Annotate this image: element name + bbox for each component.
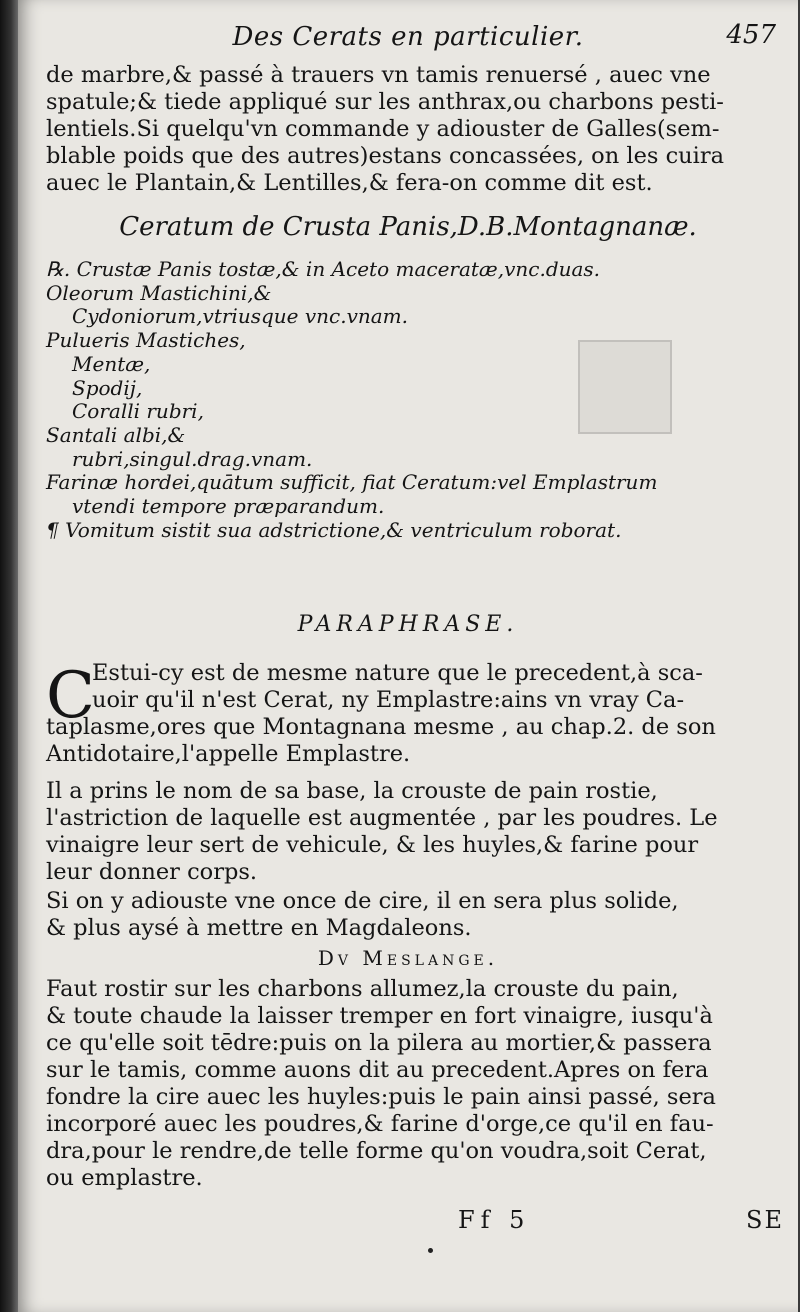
recipe-line: Pulueris Mastiches, bbox=[46, 328, 246, 353]
text-line: Faut rostir sur les charbons allumez,la crouste du pain, bbox=[46, 976, 679, 1002]
ink-dot bbox=[428, 1248, 433, 1253]
recipe-line: ℞. Crustæ Panis tostæ,& in Aceto maceratæ,vnc.duas. bbox=[46, 257, 601, 281]
recipe-line: Coralli rubri, bbox=[72, 399, 204, 424]
text-line: ce qu'elle soit tēdre:puis on la pilera au mortier,& passera bbox=[46, 1030, 712, 1056]
recipe-line: Farinæ hordei,quātum sufficit, fiat Ceratum:vel Emplastrum bbox=[46, 470, 658, 495]
paraphrase-paragraph-2 bbox=[46, 778, 786, 886]
text-line: taplasme,ores que Montagnana mesme , au chap.2. de son bbox=[46, 714, 716, 740]
page-footer bbox=[18, 1206, 798, 1242]
drop-cap: C bbox=[46, 659, 95, 733]
recipe-line: Oleorum Mastichini,& bbox=[46, 280, 272, 305]
recipe-line: vtendi tempore præparandum. bbox=[72, 494, 385, 519]
recipe-list bbox=[46, 258, 786, 542]
text-line: incorporé auec les poudres,& farine d'orge,ce qu'il en fau- bbox=[46, 1111, 714, 1137]
text-line: de marbre,& passé à trauers vn tamis renuersé , auec vne bbox=[46, 62, 711, 88]
text-line: dra,pour le rendre,de telle forme qu'on voudra,soit Cerat, bbox=[46, 1138, 707, 1164]
preceding-paragraph bbox=[46, 62, 786, 197]
recipe-title: Ceratum de Crusta Panis,D.B.Montagnanæ. bbox=[119, 212, 697, 242]
text-line: l'astriction de laquelle est augmentée , par les poudres. Le bbox=[46, 805, 718, 831]
text-line: leur donner corps. bbox=[46, 859, 258, 885]
text-line: Il a prins le nom de sa base, la crouste de pain rostie, bbox=[46, 778, 658, 804]
text-line: & plus aysé à mettre en Magdaleons. bbox=[46, 915, 472, 941]
signature-mark: Ff 5 bbox=[458, 1206, 531, 1234]
text-line: Antidotaire,l'appelle Emplastre. bbox=[46, 741, 411, 767]
recipe-line: Cydoniorum,vtriusque vnc.vnam. bbox=[72, 304, 409, 329]
paraphrase-heading: PARAPHRASE. bbox=[297, 612, 519, 637]
text-line: blable poids que des autres)estans concassées, on les cuira bbox=[46, 143, 725, 169]
text-line: ou emplastre. bbox=[46, 1165, 203, 1191]
recipe-line: Mentæ, bbox=[72, 351, 151, 376]
text-line: sur le tamis, comme auons dit au precedent.Apres on fera bbox=[46, 1057, 709, 1083]
text-line: auec le Plantain,& Lentilles,& fera-on comme dit est. bbox=[46, 170, 653, 196]
paraphrase-paragraph-3 bbox=[46, 888, 786, 942]
recipe-line: rubri,singul.drag.vnam. bbox=[72, 446, 313, 471]
text-line: & toute chaude la laisser tremper en fort vinaigre, iusqu'à bbox=[46, 1003, 713, 1029]
text-line: spatule;& tiede appliqué sur les anthrax,ou charbons pesti- bbox=[46, 89, 724, 115]
text-line: fondre la cire auec les huyles:puis le pain ainsi passé, sera bbox=[46, 1084, 716, 1110]
melange-heading: Dv Meslange. bbox=[317, 946, 499, 970]
page-number: 457 bbox=[726, 20, 776, 50]
page-header bbox=[18, 20, 798, 54]
book-gutter bbox=[0, 0, 18, 1312]
recipe-line: Santali albi,& bbox=[46, 422, 186, 447]
paraphrase-paragraph bbox=[46, 660, 786, 768]
text-line: uoir qu'il n'est Cerat, ny Emplastre:ains vn vray Ca- bbox=[92, 687, 685, 713]
text-line: Estui-cy est de mesme nature que le precedent,à sca- bbox=[92, 660, 703, 686]
recipe-line: Spodij, bbox=[72, 375, 143, 400]
recipe-line: ¶ Vomitum sistit sua adstrictione,& ventriculum roborat. bbox=[46, 517, 622, 542]
catchword: SE bbox=[746, 1206, 784, 1234]
book-page bbox=[18, 0, 798, 1312]
running-head: Des Cerats en particulier. bbox=[232, 22, 584, 52]
text-line: lentiels.Si quelqu'vn commande y adiouster de Galles(sem- bbox=[46, 116, 720, 142]
melange-paragraph bbox=[46, 976, 786, 1192]
text-line: vinaigre leur sert de vehicule, & les huyles,& farine pour bbox=[46, 832, 699, 858]
text-line: Si on y adiouste vne once de cire, il en sera plus solide, bbox=[46, 888, 679, 914]
